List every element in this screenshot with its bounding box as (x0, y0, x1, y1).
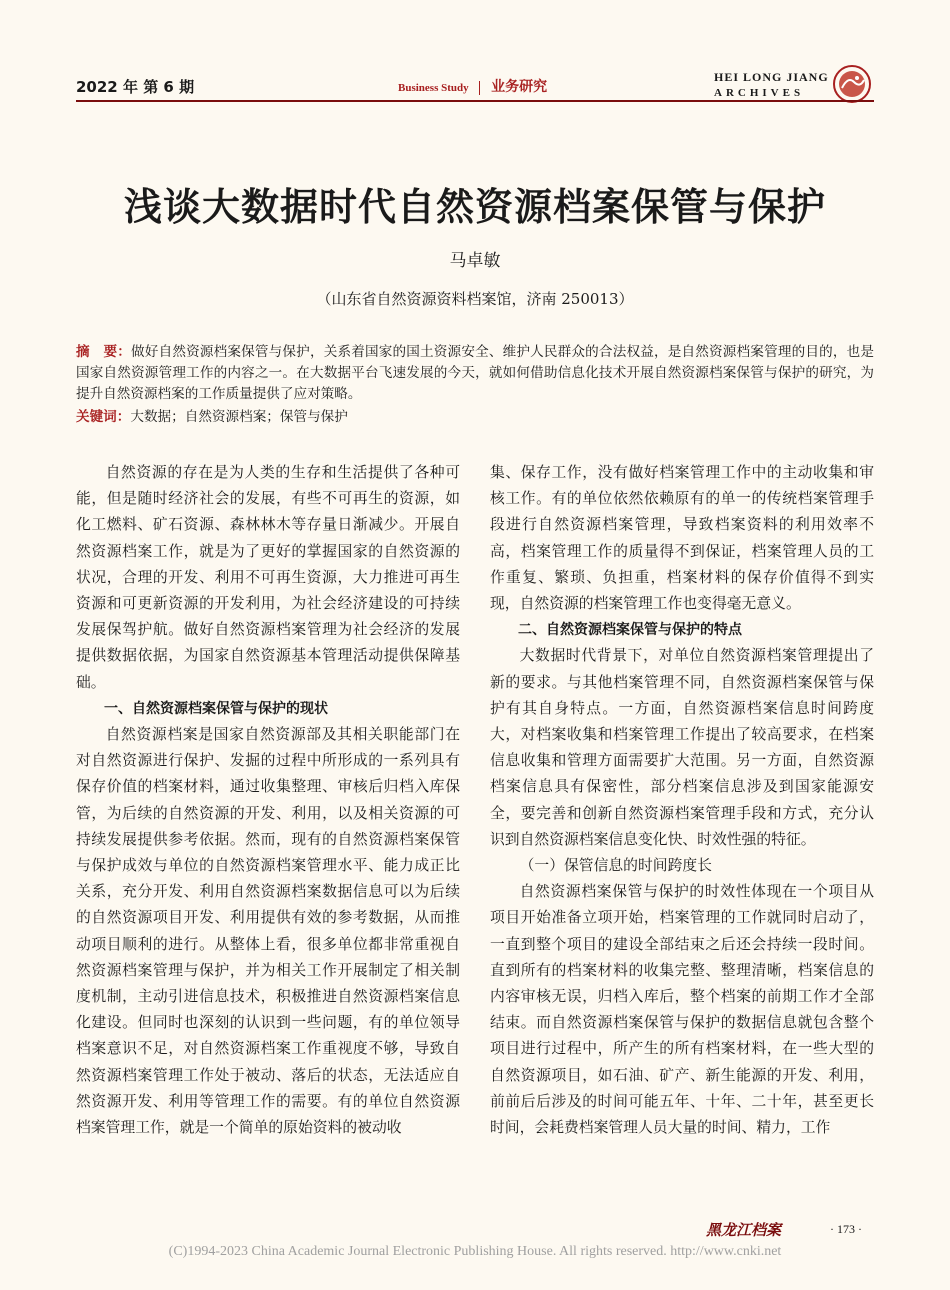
paragraph-continued: 集、保存工作，没有做好档案管理工作中的主动收集和审核工作。有的单位依然依赖原有的单一的传统档案管理手段进行自然资源档案管理，导致档案资料的利用效率不高，档案管理工作的质量得不到保证，档案管理人员的工作重复、繁琐、负担重，档案材料的保存价值得不到实现，自然资源的档案管理工作也变得毫无意义。 (490, 464, 874, 613)
journal-name-en (714, 70, 829, 99)
journal-name-line1: HEI LONG JIANG (714, 70, 829, 84)
page-header (0, 0, 950, 120)
affiliation: （山东省自然资源资料档案馆，济南 250013） (316, 290, 634, 308)
journal-logo-icon (832, 64, 872, 104)
keywords-label: 关键词： (76, 409, 131, 425)
paragraph: 大数据时代背景下，对单位自然资源档案管理提出了新的要求。与其他档案管理不同，自然资源档案保管与保护有其自身特点。一方面，自然资源档案信息时间跨度大，对档案收集和档案管理工作提出了较高要求，在档案信息收集和管理方面需要扩大范围。另一方面，自然资源档案信息具有保密性，部分档案信息涉及到国家能源安全，要完善和创新自然资源档案管理手段和方式，充分认识到自然资源档案信息变化快、时效性强的特征。 (490, 647, 874, 848)
issue-number: 2022 年 第 6 期 (76, 78, 195, 96)
subsection-heading: （一）保管信息的时间跨度长 (519, 857, 712, 875)
author: 马卓敏 (449, 251, 501, 271)
section-name-cn: 业务研究 (491, 79, 548, 95)
keywords (76, 407, 874, 428)
section-heading-2: 二、自然资源档案保管与保护的特点 (518, 622, 742, 639)
paragraph: 自然资源档案保管与保护的时效性体现在一个项目从项目开始准备立项开始，档案管理的工作就同时启动了，一直到整个项目的建设全部结束之后还会持续一段时间。直到所有的档案材料的收集完整、整理清晰，档案信息的内容审核无误，归档入库后，整个档案的前期工作才全部结束。而自然资源档案保管与保护的数据信息就包含整个项目进行过程中，所产生的所有档案材料，在一些大型的自然资源项目，如石油、矿产、新生能源的开发、利用，前前后后涉及的时间可能五年、十年、二十年，甚至更长时间，会耗费档案管理人员大量的时间、精力，工作 (490, 883, 874, 1137)
page-number: · 173 · (830, 1222, 862, 1236)
keywords-text: 大数据；自然资源档案；保管与保护 (130, 409, 348, 425)
section-tag (398, 76, 547, 96)
journal-name-line2: ARCHIVES (714, 87, 805, 99)
body-column-left (76, 460, 460, 1141)
paragraph: 自然资源的存在是为人类的生存和生活提供了各种可能，但是随时经济社会的发展，有些不可再生的资源，如化工燃料、矿石资源、森林林木等存量日渐减少。开展自然资源档案工作，就是为了更好的掌握国家的自然资源的状况，合理的开发、利用不可再生资源，大力推进可再生资源和可更新资源的开发利用，为社会经济建设的可持续发展保驾护航。做好自然资源档案管理为社会经济的发展提供数据依据，为国家自然资源基本管理活动提供保障基础。 (76, 464, 460, 691)
body-column-right (490, 460, 874, 1141)
section-heading-1: 一、自然资源档案保管与保护的现状 (104, 700, 328, 717)
abstract (76, 342, 874, 405)
footer-journal-brand: 黑龙江档案 (706, 1221, 782, 1239)
section-divider (479, 81, 480, 95)
abstract-label: 摘 要： (76, 344, 132, 360)
section-name-en: Business Study (398, 82, 469, 94)
abstract-text: 做好自然资源档案保管与保护，关系着国家的国土资源安全、维护人民群众的合法权益，是自然资源档案管理的目的，也是国家自然资源管理工作的内容之一。在大数据平台飞速发展的今天，就如何借助信息化技术开展自然资源档案保管与保护的研究，为提升自然资源档案的工作质量提供了应对策略。 (76, 344, 874, 402)
article-title: 浅谈大数据时代自然资源档案保管与保护 (123, 185, 826, 229)
header-rule (76, 100, 874, 102)
paragraph: 自然资源档案是国家自然资源部及其相关职能部门在对自然资源进行保护、发掘的过程中所形成的一系列具有保存价值的档案材料，通过收集整理、审核后归档入库保管，为后续的自然资源的开发、利用，以及相关资源的可持续发展提供参考依据。然而，现有的自然资源档案保管与保护成效与单位的自然资源档案管理水平、能力成正比关系，充分开发、利用自然资源档案数据信息可以为后续的自然资源项目开发、利用提供有效的参考数据，从而推动项目顺利的进行。从整体上看，很多单位都非常重视自然资源档案管理与保护，并为相关工作开展制定了相关制度机制，主动引进信息技术，积极推进自然资源档案信息化建设。但同时也深刻的认识到一些问题，有的单位领导档案意识不足，对自然资源档案工作重视度不够，导致自然资源档案管理工作处于被动、落后的状态，无法适应自然资源开发、利用等管理工作的需要。有的单位自然资源档案管理工作，就是一个简单的原始资料的被动收 (76, 726, 460, 1137)
copyright-notice: (C)1994-2023 China Academic Journal Electronic Publishing House. All rights reserved. http://www.cnki.net (168, 1244, 782, 1259)
